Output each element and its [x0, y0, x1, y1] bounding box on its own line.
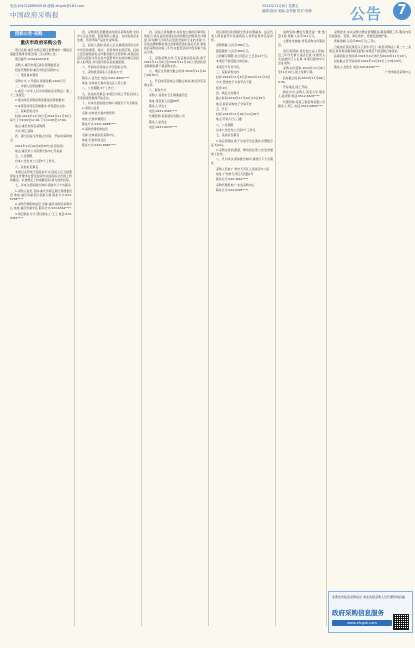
paragraph: 本项目不允许分包。: [216, 64, 243, 69]
column-divider: [74, 30, 75, 626]
paragraph: 供应商资格:具有独立法人资格;近三年内无重大违法记录;未被列入失信被执行人名单;本项目面向中小企业采购。: [278, 48, 325, 66]
paragraph: 时间:2024年11月8日至2024年11月15日,每天上午9:00至12:00,下午14:00至17:00。: [10, 114, 72, 123]
newspaper-logo: 中国政府采购报: [10, 11, 59, 19]
paragraph: 八、凡对本次采购提出询问,请按以下方式联系: [211, 157, 273, 166]
page-header: [0, 0, 415, 28]
paragraph: 售价:0元: [216, 85, 228, 90]
paragraph: 2.采购文件的澄清、修改将在原公告发布媒体上发布。: [211, 147, 273, 156]
paragraph: 采购人:某某市卫生健康委员会: [149, 93, 188, 98]
paragraph: 采购文件获取:2024年11月8日至11月15日,网上免费下载。: [278, 66, 325, 75]
column-divider: [141, 30, 142, 626]
paragraph: 地点:重庆市政府采购网: [15, 123, 45, 128]
paragraph: 四、采购项目需要落实的政府采购政策:支持中小企业发展、促进残疾人就业、支持监狱企业发展、节能环保产品优先采购等。: [77, 30, 139, 43]
paragraph: 地址:广州市天河区天府路1号: [216, 171, 254, 176]
paragraph: 三、获取招标文件: [15, 109, 39, 113]
column-2: [77, 30, 139, 626]
paragraph: 本项目采用电子招投标方式,投标人应当按照招标文件要求在规定时间内完成投标文件的上传和解密。未按规定上传或解密的,视为放弃投标。: [10, 170, 72, 183]
paragraph: 最高限价:人民币480万元。: [216, 48, 252, 53]
paragraph: 自本公告发布之日起5个工作日。: [15, 159, 58, 164]
header-rule: [10, 25, 410, 26]
ad-text: 免费发布政府采购信息 欢迎各级采购人及代理机构投稿: [332, 595, 405, 599]
paragraph: 时间:2024年11月26日14点30分: [216, 112, 260, 117]
paragraph: 项目编号:CQS24C00418: [15, 57, 49, 62]
paragraph: 1.供应商须在电子交易平台注册并办理数字证书(CA)。: [211, 138, 273, 147]
paragraph: 1.采购人信息 名称:重庆市两江新区管理委员会 地址:重庆市渝北区金渝大道 联系方式:023-6758****: [10, 188, 72, 201]
paragraph: 四、提交投标文件截止时间、开标时间和地点: [10, 134, 72, 143]
paragraph: 地点:重庆市公共资源交易中心开标室: [15, 148, 63, 153]
paragraph: 1.满足《中华人民共和国政府采购法》第二十二条规定;: [10, 89, 72, 98]
paragraph: 八、联系方式: [149, 87, 167, 92]
paragraph: 2.落实政府采购政策需满足的资格要求;: [15, 98, 65, 103]
column-5: [278, 30, 325, 626]
paragraph: 合同履行期限:自合同签订之日起12个月。: [216, 54, 270, 59]
paragraph: 地点:政府采购电子交易平台: [216, 101, 252, 106]
paragraph: 电话:0431-8970****: [149, 124, 178, 129]
paragraph: 时间:2024年11月8日至2024年11月15日: [216, 75, 271, 80]
paragraph: 六、公告期限: [216, 122, 234, 127]
paragraph: 主要技术参数:详见采购文件第四章。: [278, 39, 325, 48]
paragraph: 投标截止及开标时间:2024年11月29日上午9时30分。: [334, 59, 405, 64]
paragraph: 五、投标人须知:投标人应认真阅读招标文件中所有的事项、格式、条款和技术规范等。投标人没有按照招标文件要求提交全部资料,或者投标没有对招标文件在各方面都作出实质性响应是投标人的风险,并可能导致其投标被拒绝。: [77, 43, 139, 64]
paragraph: 货物名称:精密仪器设备一批 数量:1批 预算:人民币312万元。: [278, 30, 325, 39]
paragraph: 联系方式:020-3862****: [216, 177, 249, 182]
paragraph: 七、开启时间及地点:同截止时间,地点详见采购文件。: [144, 78, 206, 87]
paragraph: 采购预算:人民币486万元。: [216, 43, 252, 48]
paragraph: 2.采购代理机构信息: [82, 127, 108, 132]
paragraph: 供应商报名时须提交营业执照副本、法定代表人授权委托书及被授权人身份证原件及复印件。: [211, 30, 273, 43]
paragraph: 开标地点:线上开标。: [283, 85, 310, 90]
paragraph: 3.项目联系方式 项目联系人:王工 电话:023-6362****: [10, 211, 72, 220]
column-divider: [326, 30, 327, 626]
paragraph: 方式:网上获取: [15, 128, 34, 133]
service-advertisement[interactable]: [328, 591, 413, 633]
paragraph: 预算金额:人民币960万元(三年)。: [334, 39, 378, 44]
paragraph: 联系方式:0431-8888****: [82, 122, 117, 127]
paragraph: 1.采购人信息: [82, 106, 100, 111]
paragraph: 联系人:刘先生 电话:020-8328****: [334, 64, 380, 69]
paragraph: 采购人:重庆市两江新区管理委员会: [15, 62, 60, 67]
paragraph: 招标代理机构:重庆市政府采购中心: [15, 67, 60, 72]
paragraph: 五、公告期限: [15, 154, 33, 159]
page-number-badge: 7: [393, 2, 411, 20]
paragraph: 地点:开标大厅(三楼): [216, 117, 243, 122]
paragraph: 二、申请人的资格要求: [15, 83, 44, 88]
paragraph: 名称:吉林省政府采购中心: [82, 132, 115, 137]
paragraph: 名称:吉林省长春市教育局: [82, 111, 115, 116]
paragraph: 四、投标人资格要求:具有独立承担民事责任的能力;具有良好的商业信誉和健全的财务会计制度;具有履行合同所必需的设备和专业技术能力;有依法缴纳税收和社会保障资金的良好记录;参加政府采购活动前三年内,在经营活动中没有重大违法记录。: [144, 30, 206, 55]
paragraph: 七、其他补充事宜: [216, 133, 240, 138]
paragraph: 采购代理机构:广东省采购中心: [216, 182, 255, 187]
paragraph: 一、项目基本情况: [15, 73, 39, 78]
paragraph: 地址:长春市朝阳区: [82, 116, 107, 121]
notice-title: 重庆市政府采购公告: [20, 41, 62, 46]
paragraph: 联系人:张先生 电话:0431-8860****: [82, 75, 130, 80]
paragraph: 合格供应商应满足以下条件:符合《政府采购法》第二十二条规定;具有物业服务相关经验;本项目不接受联合体投标。: [329, 44, 411, 53]
paragraph: 联系人:李女士: [149, 103, 168, 108]
paragraph: 代理机构:某某工程咨询有限公司 联系人:周工 电话:0512-6856****: [278, 99, 325, 108]
paragraph: 获取招标文件时间:2024年11月8日至2024年11月14日。: [334, 54, 409, 59]
paragraph: 联系人:赵先生: [149, 119, 168, 124]
paragraph: 地址:长春市南关区: [82, 137, 107, 142]
paragraph: 四、响应文件提交: [216, 91, 240, 95]
paragraph: 项目名称:重庆市两江新区智慧城市一期信息基础设施建设项目(第二次)采购公告。: [10, 48, 72, 57]
paragraph: 自本公告发布之日起5个工作日。: [216, 127, 259, 132]
paragraph: 广州市政府采购中心: [384, 69, 411, 74]
paragraph: 联系方式:020-8395****: [216, 187, 249, 192]
paragraph: 电话:0431-8562****: [149, 109, 178, 114]
section-title: 公告: [350, 5, 383, 23]
banner-label: 招标公告·采购: [15, 32, 43, 37]
header-date-line2: 编辑:段雨 美编:金秀楠 校对:李静: [262, 9, 312, 13]
paragraph: 2024年11月29日9时30分(北京时间): [15, 143, 64, 148]
qr-code-icon: [393, 614, 409, 630]
paragraph: 六、开标时间及地点:详见招标文件。: [82, 65, 130, 70]
paragraph: 五、开启: [216, 106, 228, 111]
section-banner: [10, 31, 72, 38]
paragraph: 投标截止时间:2024年11月28日9:30。: [278, 75, 325, 84]
paragraph: 三、获取采购文件: [216, 69, 240, 74]
paragraph: 五、获取采购文件:凡有意参加投标者,请于2024年11月8日至2024年11月14日,登录政府采购网免费下载采购文件。: [144, 55, 206, 68]
paragraph: 代理机构:某某招标有限公司: [149, 114, 185, 119]
paragraph: 七、采购项目联系人及联系方式: [82, 70, 123, 75]
column-6: [329, 30, 411, 588]
paragraph: 六、其他补充事宜: [15, 164, 39, 169]
column-4: [211, 30, 273, 626]
paragraph: 十、对本次招标提出询问,请按以下方式联系: [82, 100, 138, 105]
paragraph: 联系方式:0431-8860****: [82, 143, 117, 148]
column-divider: [275, 30, 276, 626]
paragraph: 2.采购代理机构信息 名称:重庆市政府采购中心 地址:重庆市渝中区 联系方式:023-6362****: [10, 202, 72, 211]
paragraph: 采购方式:公开招标 预算金额:1200万元: [15, 78, 66, 83]
header-contact: 电话:(0431)88600918 邮箱:zfcgzk@163.com: [10, 4, 85, 8]
ad-title: 政府采购信息服务: [332, 609, 384, 617]
paragraph: 地址:吉林省长春市南关区人民大街: [82, 80, 127, 85]
paragraph: 七、对本次招标提出询问,请按以下方式联系: [15, 183, 71, 188]
paragraph: 地址:某某市人民路88号: [149, 98, 180, 103]
header-date: [262, 4, 312, 14]
paragraph: 采购人名称:广州市天河区人民政府办公室: [216, 166, 270, 171]
paragraph: 方式:登录电子交易平台下载: [216, 80, 252, 85]
paragraph: 截止时间:2024年11月26日14点30分: [216, 96, 266, 101]
paragraph: 本项目不接受联合体投标。: [216, 59, 251, 64]
column-divider: [208, 30, 209, 626]
ad-url-link[interactable]: www.zfcgzk.com: [332, 620, 392, 626]
paragraph: 3.本项目的特定资格要求:详见招标文件。: [15, 103, 68, 108]
column-1: [10, 30, 72, 626]
paragraph: 联系方式:采购人:某某大学 联系人:孙老师 电话:0512-6528****: [278, 90, 325, 99]
paragraph: 九、其他补充事宜:本项目为线上开标,投标人无需到现场参加开标会议。: [77, 91, 139, 100]
paragraph: 六、响应文件提交截止时间:2024年11月20日9时30分。: [144, 69, 206, 78]
paragraph: 八、公告期限:5个工作日: [82, 86, 114, 91]
column-3: [144, 30, 206, 626]
paragraph: 采购需求:本次采购为物业管理服务,服务期限三年,服务内容包括保洁、安保、绿化养护、设施设备维护等。: [329, 30, 411, 39]
header-date-line1: 2024年11月8日 星期五: [262, 4, 299, 8]
